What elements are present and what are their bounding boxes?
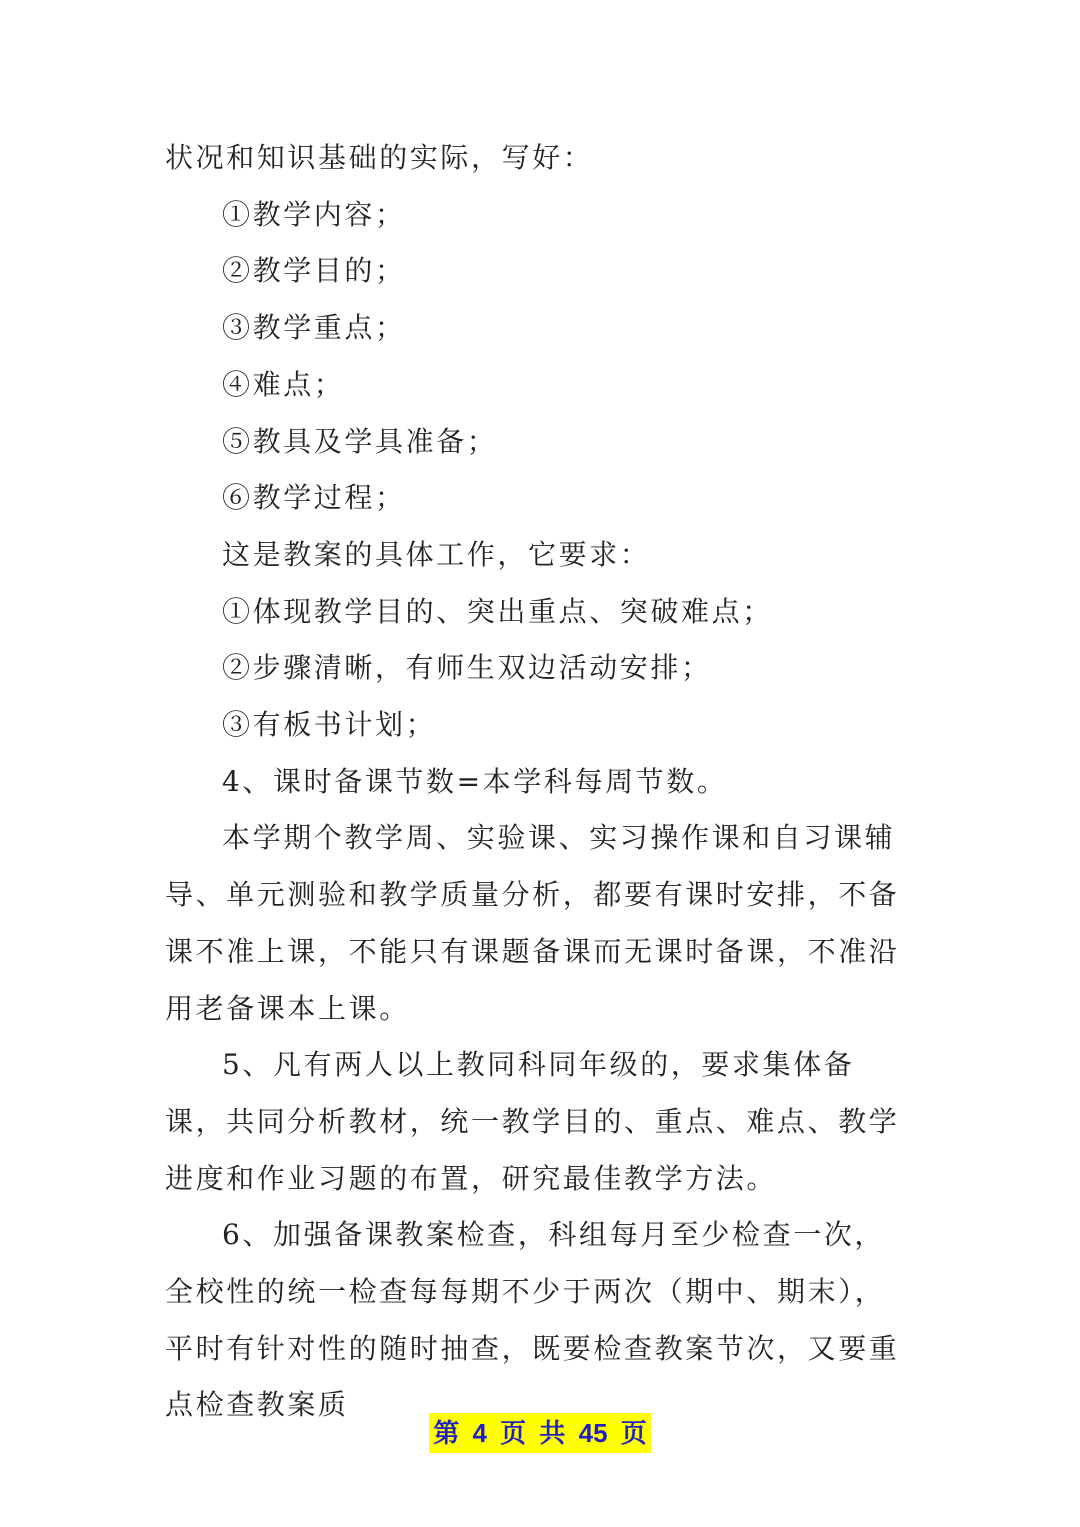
text-line: 状况和知识基础的实际，写好：	[165, 141, 594, 174]
page-number-label: 第 4 页 共 45 页	[429, 1413, 651, 1453]
list-item: ③教学重点；	[222, 311, 406, 345]
list-item: ②步骤清晰，有师生双边活动安排；	[222, 651, 712, 685]
list-item: ⑥教学过程；	[222, 481, 406, 515]
paragraph: 6、加强备课教案检查，科组每月至少检查一次，全校性的统一检查每每期不少于两次（期中、期末），平时有针对性的随时抽查，既要检查教案节次，又要重点检查教案质	[165, 1218, 900, 1422]
list-item: ③有板书计划；	[222, 708, 437, 742]
section-heading: 4、课时备课节数=本学科每周节数。	[222, 764, 728, 798]
paragraph: 5、凡有两人以上教同科同年级的，要求集体备课，共同分析教材，统一教学目的、重点、难点、教学进度和作业习题的布置，研究最佳教学方法。	[165, 1048, 900, 1195]
list-item: ④难点；	[222, 367, 345, 401]
paragraph: 本学期个教学周、实验课、实习操作课和自习课辅导、单元测验和教学质量分析，都要有课时安排，不备课不准上课，不能只有课题备课而无课时备课，不准沿用老备课本上课。	[165, 821, 900, 1025]
page-footer	[0, 1413, 1080, 1453]
document-body	[165, 130, 915, 1434]
text-line: 这是教案的具体工作，它要求：	[222, 537, 651, 571]
list-item: ①教学内容；	[222, 197, 406, 231]
list-item: ①体现教学目的、突出重点、突破难点；	[222, 594, 773, 628]
list-item: ⑤教具及学具准备；	[222, 424, 498, 458]
list-item: ②教学目的；	[222, 254, 406, 288]
